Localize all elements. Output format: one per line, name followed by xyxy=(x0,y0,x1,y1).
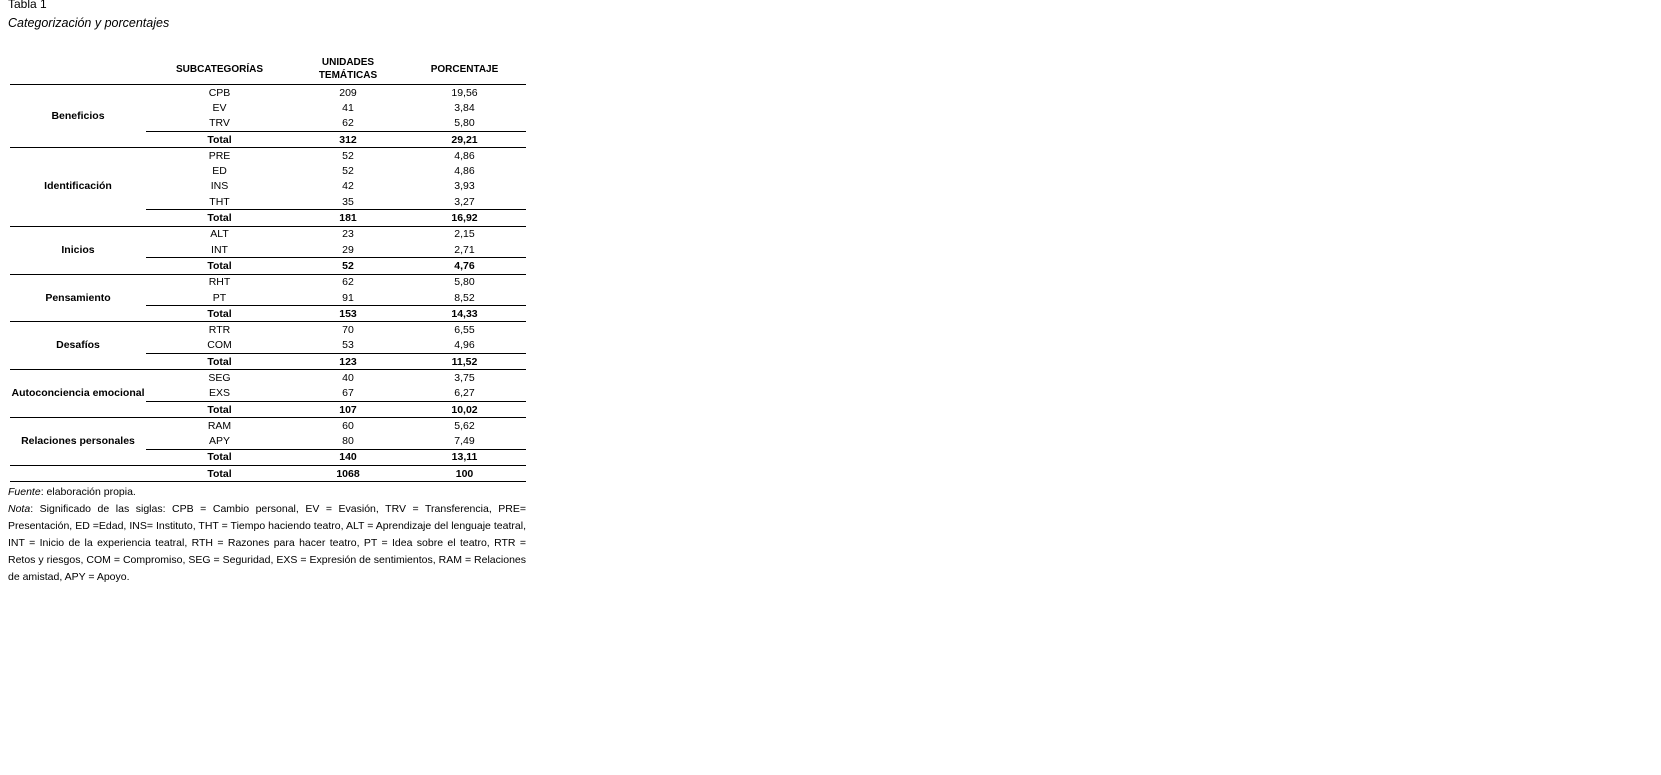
total-label-cell: Total xyxy=(146,210,293,226)
units-cell: 70 xyxy=(342,324,354,337)
subcategory-cell: ED xyxy=(212,165,227,178)
grand-total-empty-cell xyxy=(10,466,146,482)
units-cell: 35 xyxy=(342,195,354,208)
total-percent-cell: 10,02 xyxy=(403,401,526,417)
category-cell: Identificación xyxy=(10,148,146,226)
percent-cell: 5,80 xyxy=(454,276,475,289)
grand-total-label-cell: Total xyxy=(146,466,293,482)
total-units-cell: 52 xyxy=(293,258,403,274)
table-row xyxy=(10,322,526,338)
percent-cell: 3,27 xyxy=(454,195,475,208)
document-page xyxy=(8,0,528,583)
header-units-line2: TEMÁTICAS xyxy=(318,70,378,81)
abbreviation-note xyxy=(8,501,526,586)
units-cell: 40 xyxy=(342,371,354,384)
total-units-cell: 123 xyxy=(293,354,403,370)
subcategory-cell: COM xyxy=(207,339,232,352)
subcategory-cell: SEG xyxy=(208,371,231,384)
categorization-table xyxy=(10,54,526,482)
total-units-cell: 140 xyxy=(293,449,403,465)
units-cell: 29 xyxy=(342,243,354,256)
percent-cell: 2,15 xyxy=(454,228,475,241)
table-notes xyxy=(8,484,526,586)
units-cell: 42 xyxy=(342,180,354,193)
subcategory-cell: THT xyxy=(209,195,230,208)
percent-cell: 4,86 xyxy=(454,165,475,178)
percent-cell: 4,86 xyxy=(454,149,475,162)
table-body xyxy=(10,85,526,482)
grand-total-percent-cell: 100 xyxy=(403,466,526,482)
header-category xyxy=(10,54,146,85)
table-row xyxy=(10,226,526,242)
source-note xyxy=(8,484,526,501)
units-cell: 80 xyxy=(342,435,354,448)
total-units-cell: 153 xyxy=(293,306,403,322)
units-cell: 62 xyxy=(342,276,354,289)
subcategory-cell: PT xyxy=(212,291,227,304)
header-percent: PORCENTAJE xyxy=(403,54,526,85)
percent-cell: 5,62 xyxy=(454,419,475,432)
total-percent-cell: 4,76 xyxy=(403,258,526,274)
total-percent-cell: 29,21 xyxy=(403,131,526,147)
grand-total-units-cell: 1068 xyxy=(293,466,403,482)
percent-cell: 3,84 xyxy=(454,101,475,114)
total-units-cell: 107 xyxy=(293,401,403,417)
subcategory-cell: TRV xyxy=(209,117,230,130)
total-label-cell: Total xyxy=(146,258,293,274)
header-subcategory: SUBCATEGORÍAS xyxy=(146,54,293,85)
units-cell: 62 xyxy=(342,117,354,130)
note-text: : Significado de las siglas: CPB = Cambio personal, EV = Evasión, TRV = Transferencia, PRE= Presentación, ED =Edad, INS= Instituto, THT = Tiempo haciendo teatro, ALT = Aprendizaje del lenguaje teatral, INT = Inicio de la experiencia teatral, RTH = Razones para hacer teatro, PT = Idea sobre el teatro, RTR = Retos y riesgos, COM = Compromiso, SEG = Seguridad, EXS = Expresión de sentimientos, RAM = Relaciones de amistad, APY = Apoyo. xyxy=(8,503,526,583)
total-label-cell: Total xyxy=(146,131,293,147)
percent-cell: 19,56 xyxy=(451,86,478,99)
total-label-cell: Total xyxy=(146,449,293,465)
source-label: Fuente xyxy=(8,486,41,498)
units-cell: 52 xyxy=(342,165,354,178)
table-row xyxy=(10,418,526,434)
percent-cell: 2,71 xyxy=(454,243,475,256)
total-percent-cell: 13,11 xyxy=(403,449,526,465)
units-cell: 41 xyxy=(342,101,354,114)
total-percent-cell: 16,92 xyxy=(403,210,526,226)
units-cell: 52 xyxy=(342,149,354,162)
category-cell: Inicios xyxy=(10,226,146,274)
percent-cell: 3,93 xyxy=(454,180,475,193)
subcategory-cell: CPB xyxy=(208,86,231,99)
subcategory-cell: RTR xyxy=(208,324,231,337)
subcategory-cell: EV xyxy=(212,101,227,114)
grand-total-row xyxy=(10,466,526,482)
total-percent-cell: 11,52 xyxy=(403,354,526,370)
total-label-cell: Total xyxy=(146,354,293,370)
subcategory-cell: RAM xyxy=(207,419,232,432)
table-row xyxy=(10,370,526,386)
header-units xyxy=(293,54,403,85)
subcategory-cell: INS xyxy=(210,180,229,193)
percent-cell: 3,75 xyxy=(454,371,475,384)
table-row xyxy=(10,148,526,164)
total-label-cell: Total xyxy=(146,306,293,322)
note-label: Nota xyxy=(8,503,31,515)
table-label: Tabla 1 xyxy=(8,0,47,11)
total-percent-cell: 14,33 xyxy=(403,306,526,322)
total-units-cell: 312 xyxy=(293,131,403,147)
subcategory-cell: ALT xyxy=(210,228,229,241)
subcategory-cell: INT xyxy=(211,243,228,256)
total-label-cell: Total xyxy=(146,401,293,417)
percent-cell: 4,96 xyxy=(454,339,475,352)
percent-cell: 6,27 xyxy=(454,387,475,400)
category-cell: Desafíos xyxy=(10,322,146,370)
percent-cell: 8,52 xyxy=(454,291,475,304)
subcategory-cell: EXS xyxy=(208,387,230,400)
table-header-row xyxy=(10,54,526,85)
subcategory-cell: RHT xyxy=(208,276,231,289)
category-cell: Beneficios xyxy=(10,85,146,148)
subcategory-cell: APY xyxy=(208,435,230,448)
table-row xyxy=(10,85,526,101)
units-cell: 60 xyxy=(342,419,354,432)
table-row xyxy=(10,274,526,290)
units-cell: 53 xyxy=(342,339,354,352)
table-title: Categorización y porcentajes xyxy=(8,16,170,30)
percent-cell: 6,55 xyxy=(454,324,475,337)
category-cell: Relaciones personales xyxy=(10,418,146,466)
source-text: : elaboración propia. xyxy=(40,486,136,498)
header-units-line1: UNIDADES xyxy=(321,57,375,68)
subcategory-cell: PRE xyxy=(208,149,231,162)
units-cell: 23 xyxy=(342,228,354,241)
units-cell: 209 xyxy=(339,86,357,99)
category-cell: Autoconciencia emocional xyxy=(10,370,146,418)
units-cell: 67 xyxy=(342,387,354,400)
percent-cell: 7,49 xyxy=(454,435,475,448)
category-cell: Pensamiento xyxy=(10,274,146,322)
units-cell: 91 xyxy=(342,291,354,304)
total-units-cell: 181 xyxy=(293,210,403,226)
percent-cell: 5,80 xyxy=(454,117,475,130)
